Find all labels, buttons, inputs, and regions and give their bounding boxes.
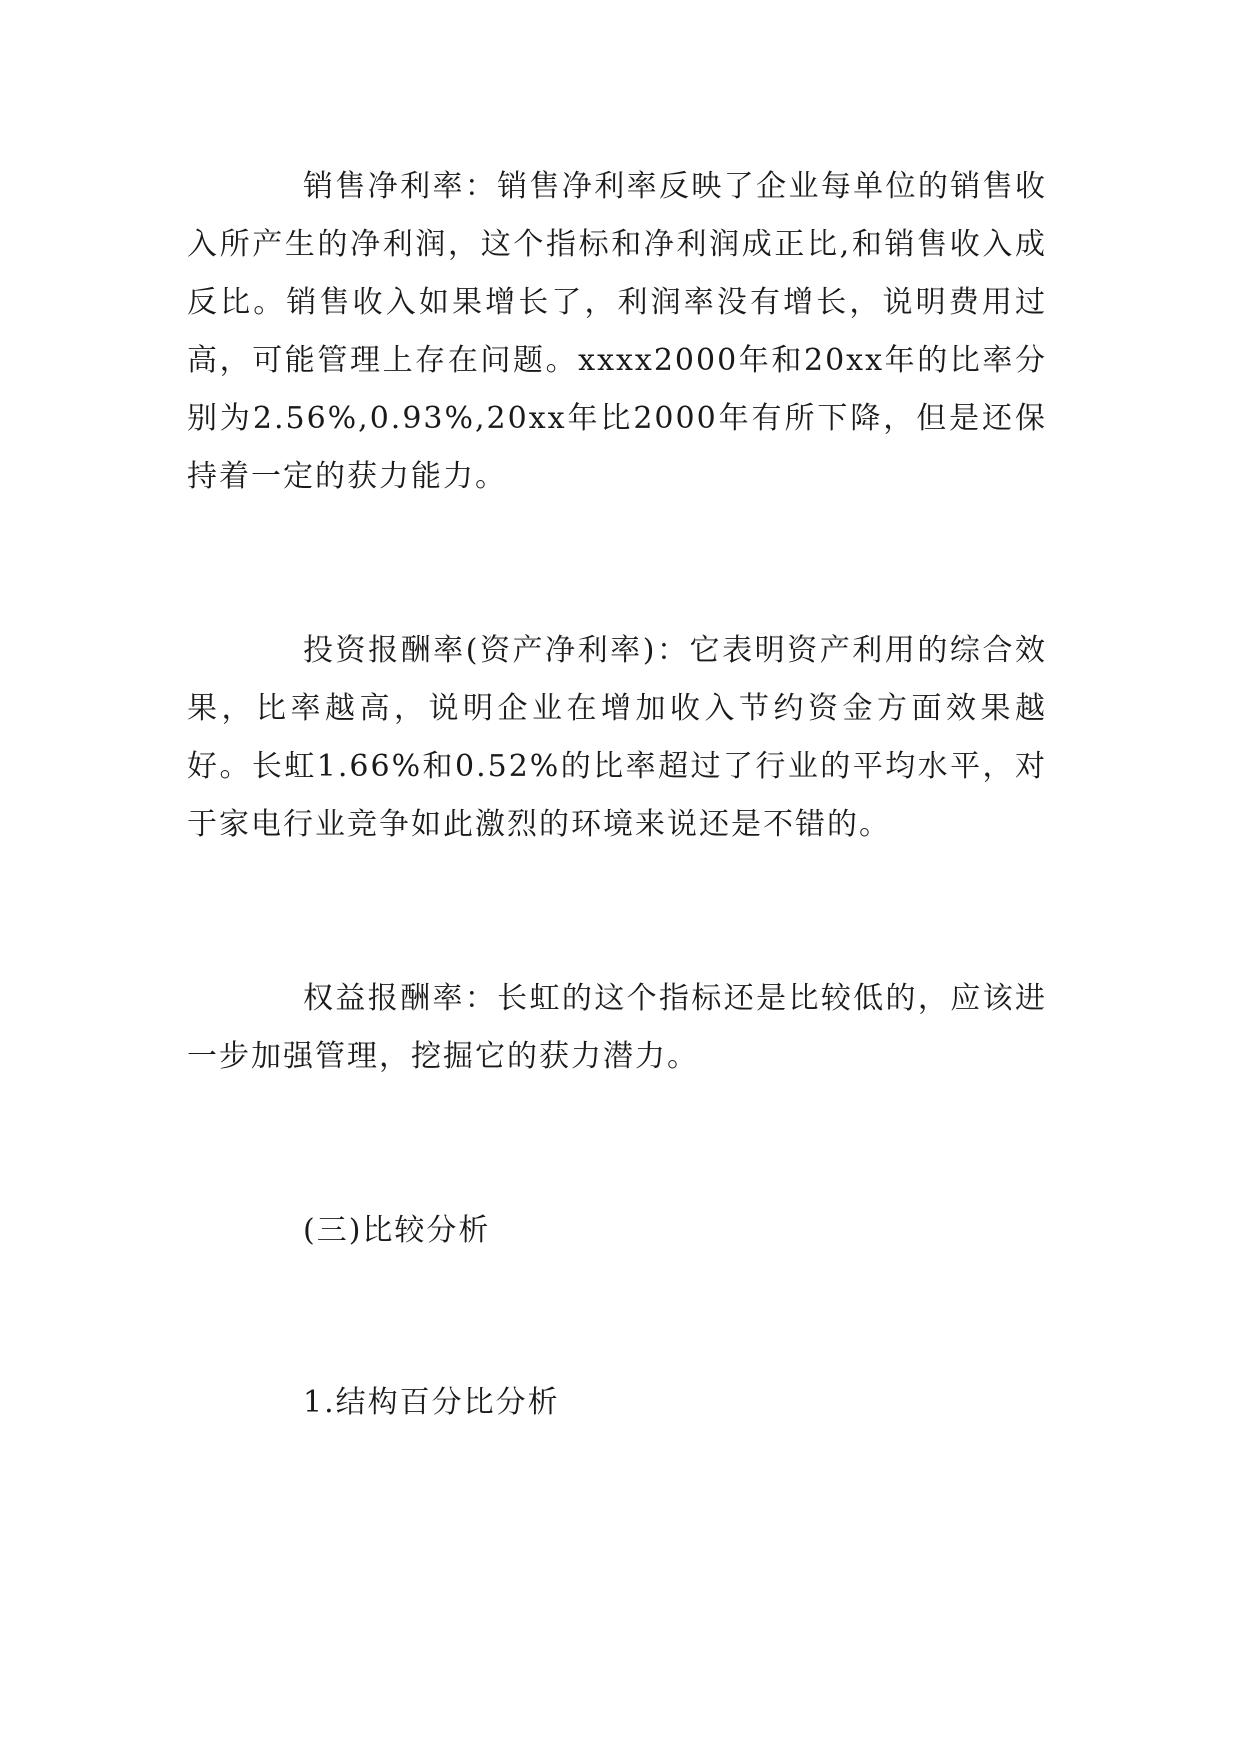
section-heading-comparative-analysis: (三)比较分析 [303, 1213, 491, 1248]
paragraph-sales-net-profit-rate: 销售净利率：销售净利率反映了企业每单位的销售收入所产生的净利润，这个指标和净利润成正比,和销售收入成反比。销售收入如果增长了，利润率没有增长，说明费用过高，可能管理上存在问题。xxxx2000年和20xx年的比率分别为2.56%,0.93%,20xx年比2000年有所下降，但是还保持着一定的获力能力。 [187, 169, 1047, 494]
paragraph-return-on-investment: 投资报酬率(资产净利率)：它表明资产利用的综合效果，比率越高，说明企业在增加收入节约资金方面效果越好。长虹1.66%和0.52%的比率超过了行业的平均水平，对于家电行业竞争如此激烈的环境来说还是不错的。 [187, 633, 1047, 842]
paragraph-return-on-equity: 权益报酬率：长虹的这个指标还是比较低的，应该进一步加强管理，挖掘它的获力潜力。 [187, 981, 1047, 1074]
subsection-heading-structure-percentage: 1.结构百分比分析 [303, 1385, 560, 1420]
